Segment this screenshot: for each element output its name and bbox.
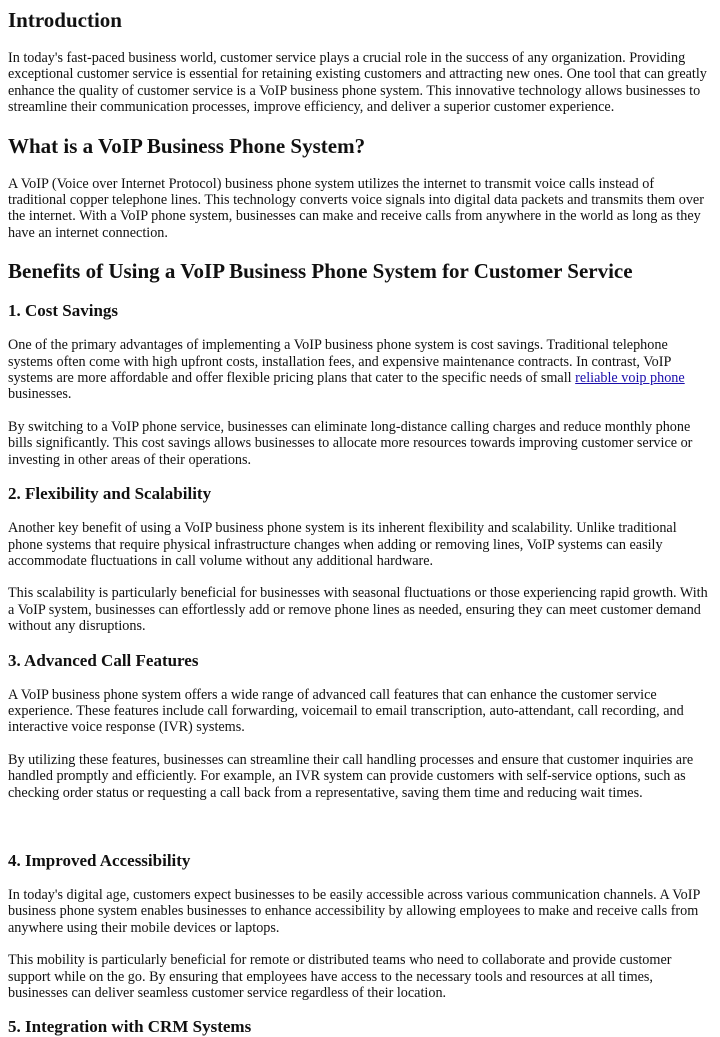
heading-introduction: Introduction	[8, 8, 122, 32]
heading-crm-integration: 5. Integration with CRM Systems	[8, 1017, 252, 1037]
cost-savings-text-before: One of the primary advantages of implementing a VoIP business phone system is cost savings. Traditional telephone systems often come with high upfront costs, installation fees, and expensive maintenance contracts. In contrast, VoIP systems are more affordable and offer flexible pricing plans that cater to the specific needs of small	[8, 337, 671, 387]
spacer	[8, 817, 712, 835]
flexibility-paragraph-2: This scalability is particularly beneficial for businesses with seasonal fluctuations or those experiencing rapid growth. With a VoIP system, businesses can effortlessly add or remove phone lines as needed, ensuring they can meet customer demand without any disruptions.	[8, 585, 708, 635]
accessibility-paragraph-2: This mobility is particularly beneficial for remote or distributed teams who need to collaborate and provide customer support while on the go. By ensuring that employees have access to the necessary tools and resources at all times, businesses can deliver seamless customer service regardless of their location.	[8, 952, 672, 1001]
intro-paragraph: In today's fast-paced business world, customer service plays a crucial role in the success of any organization. Providing exceptional customer service is essential for retaining existing customers and attracting new ones. One tool that can greatly enhance the quality of customer service is a VoIP business phone system. This innovative technology allows businesses to streamline their communication processes, improve efficiency, and deliver a superior customer experience.	[8, 50, 707, 116]
what-is-voip-paragraph: A VoIP (Voice over Internet Protocol) business phone system utilizes the internet to transmit voice calls instead of traditional copper telephone lines. This technology converts voice signals into digital data packets and transmits them over the internet. With a VoIP phone system, businesses can make and receive calls from anywhere in the world as long as they have an internet connection.	[8, 175, 704, 241]
cost-savings-paragraph-2: By switching to a VoIP phone service, businesses can eliminate long-distance calling charges and reduce monthly phone bills significantly. This cost savings allows businesses to allocate more resources towards improving customer service or investing in other areas of their operations.	[8, 418, 693, 468]
features-paragraph-2: By utilizing these features, businesses can streamline their call handling processes and ensure that customer inquiries are handled promptly and efficiently. For example, an IVR system can provide customers with self-service options, such as checking order status or requesting a call back from a representative, saving them time and reducing wait times.	[8, 751, 694, 801]
accessibility-paragraph-1: In today's digital age, customers expect businesses to be easily accessible across various communication channels. A VoIP business phone system enables businesses to enhance accessibility by allowing employees to make and receive calls from anywhere using their mobile devices or laptops.	[8, 886, 700, 936]
cost-savings-paragraph-1	[8, 337, 712, 403]
heading-improved-accessibility: 4. Improved Accessibility	[8, 850, 191, 870]
heading-advanced-call-features: 3. Advanced Call Features	[8, 650, 199, 670]
heading-flexibility: 2. Flexibility and Scalability	[8, 484, 212, 504]
heading-benefits: Benefits of Using a VoIP Business Phone System for Customer Service	[8, 259, 633, 284]
features-paragraph-1: A VoIP business phone system offers a wide range of advanced call features that can enhance the customer service experience. These features include call forwarding, voicemail to email transcription, auto-attendant, call recording, and interactive voice response (IVR) systems.	[8, 686, 684, 736]
heading-what-is-voip: What is a VoIP Business Phone System?	[8, 133, 366, 158]
reliable-voip-phone-link[interactable]: reliable voip phone	[575, 370, 685, 387]
flexibility-paragraph-1: Another key benefit of using a VoIP business phone system is its inherent flexibility and scalability. Unlike traditional phone systems that require physical infrastructure changes when adding or removing lines, VoIP systems can easily accommodate fluctuations in call volume without any additional hardware.	[8, 520, 677, 569]
cost-savings-text-after: businesses.	[8, 386, 72, 403]
heading-cost-savings: 1. Cost Savings	[8, 301, 119, 321]
